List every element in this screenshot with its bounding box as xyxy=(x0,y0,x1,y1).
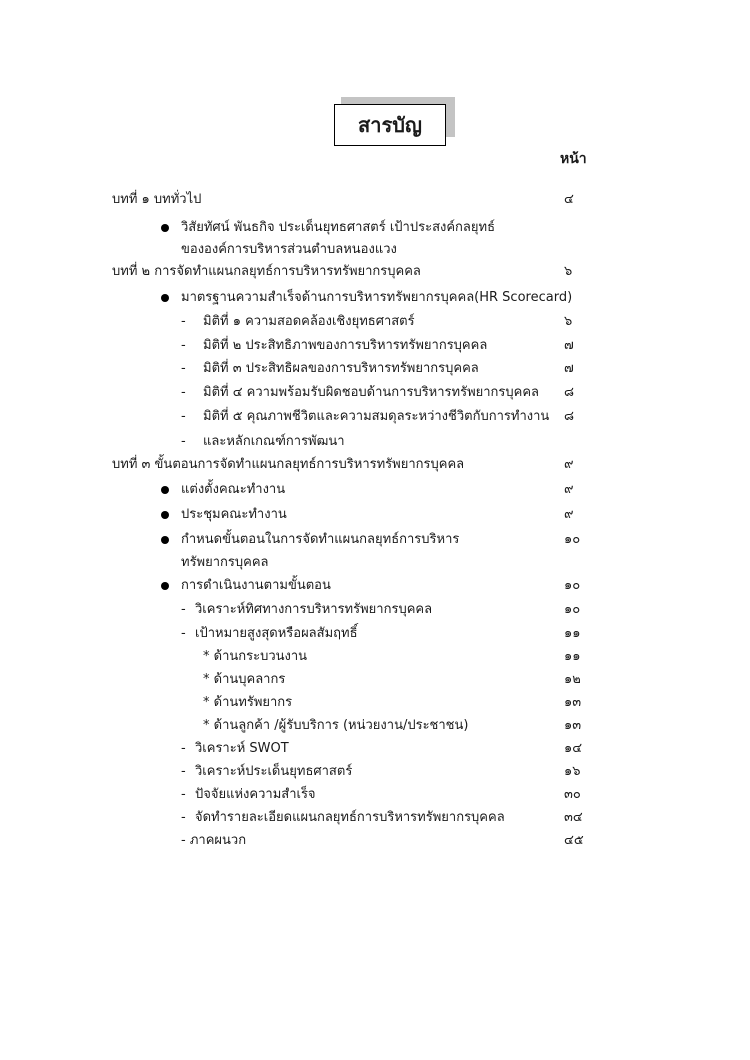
toc-subitem: มิติที่ ๒ ประสิทธิภาพของการบริหารทรัพยากรบุคคล xyxy=(203,338,488,353)
bullet-icon xyxy=(161,536,169,544)
dash-marker: - xyxy=(181,434,186,449)
toc-item-continuation: ขององค์การบริหารส่วนตำบลหนองแวง xyxy=(181,242,397,257)
dash-marker: - xyxy=(181,787,186,802)
toc-page-number: ๙ xyxy=(564,482,574,497)
dash-marker: - xyxy=(181,602,186,617)
toc-chapter-2: บทที่ ๒ การจัดทำแผนกลยุทธ์การบริหารทรัพยากรบุคคล xyxy=(112,264,421,279)
toc-subsubitem: * ด้านทรัพยากร xyxy=(203,695,293,710)
toc-page-number: ๘ xyxy=(564,385,575,400)
toc-page-number: ๙ xyxy=(564,457,574,472)
toc-subitem: วิเคราะห์ทิศทางการบริหารทรัพยากรบุคคล xyxy=(195,602,433,617)
toc-item-continuation: ทรัพยากรบุคคล xyxy=(181,555,269,570)
bullet-icon xyxy=(161,224,169,232)
toc-chapter-1: บทที่ ๑ บททั่วไป xyxy=(112,192,202,207)
toc-page-number: ๗ xyxy=(564,338,574,353)
toc-page-number: ๑๒ xyxy=(564,672,581,687)
page-title: สารบัญ xyxy=(334,104,446,146)
toc-page-number: ๙ xyxy=(564,507,574,522)
toc-item: การดำเนินงานตามขั้นตอน xyxy=(181,578,331,593)
toc-chapter-3: บทที่ ๓ ขั้นตอนการจัดทำแผนกลยุทธ์การบริหารทรัพยากรบุคคล xyxy=(112,457,465,472)
toc-subitem: มิติที่ ๑ ความสอดคล้องเชิงยุทธศาสตร์ xyxy=(203,314,415,329)
toc-page-number: ๑๑ xyxy=(564,649,581,664)
toc-subitem: จัดทำรายละเอียดแผนกลยุทธ์การบริหารทรัพยากรบุคคล xyxy=(195,810,505,825)
toc-page-number: ๑๖ xyxy=(564,764,581,779)
toc-subitem: เป้าหมายสูงสุดหรือผลสัมฤทธิ์ xyxy=(195,626,358,641)
toc-subitem: มิติที่ ๓ ประสิทธิผลของการบริหารทรัพยากรบุคคล xyxy=(203,361,479,376)
toc-subsubitem: * ด้านกระบวนงาน xyxy=(203,649,308,664)
dash-marker: - xyxy=(181,314,186,329)
toc-page-number: ๖ xyxy=(564,264,573,279)
toc-page-number: ๑๓ xyxy=(564,718,582,733)
toc-subsubitem: * ด้านลูกค้า /ผู้รับบริการ (หน่วยงาน/ประชาชน) xyxy=(203,718,469,733)
toc-page-number: ๓๔ xyxy=(564,810,583,825)
dash-marker: - xyxy=(181,338,186,353)
toc-subitem: ปัจจัยแห่งความสำเร็จ xyxy=(195,787,316,802)
dash-marker: - xyxy=(181,810,186,825)
dash-marker: - xyxy=(181,361,186,376)
toc-appendix: - ภาคผนวก xyxy=(181,833,247,848)
dash-marker: - xyxy=(181,741,186,756)
toc-page-number: ๓๐ xyxy=(564,787,581,802)
toc-page-number: ๑๐ xyxy=(564,578,581,593)
toc-item: แต่งตั้งคณะทำงาน xyxy=(181,482,286,497)
toc-page-number: ๗ xyxy=(564,361,574,376)
bullet-icon xyxy=(161,582,169,590)
bullet-icon xyxy=(161,486,169,494)
toc-subitem: วิเคราะห์ประเด็นยุทธศาสตร์ xyxy=(195,764,353,779)
toc-item: กำหนดขั้นตอนในการจัดทำแผนกลยุทธ์การบริหาร xyxy=(181,532,460,547)
page-column-header: หน้า xyxy=(560,151,587,167)
toc-subitem: และหลักเกณฑ์การพัฒนา xyxy=(203,434,345,449)
toc-item: มาตรฐานความสำเร็จด้านการบริหารทรัพยากรบุคคล(HR Scorecard) xyxy=(181,290,573,305)
dash-marker: - xyxy=(181,385,186,400)
dash-marker: - xyxy=(181,626,186,641)
toc-page-number: ๘ xyxy=(564,409,575,424)
toc-subitem: วิเคราะห์ SWOT xyxy=(195,741,289,756)
bullet-icon xyxy=(161,511,169,519)
bullet-icon xyxy=(161,294,169,302)
toc-page-number: ๑๐ xyxy=(564,602,581,617)
dash-marker: - xyxy=(181,409,186,424)
toc-item: วิสัยทัศน์ พันธกิจ ประเด็นยุทธศาสตร์ เป้าประสงค์กลยุทธ์ xyxy=(181,220,496,235)
toc-page-number: ๖ xyxy=(564,314,573,329)
toc-page-number: ๑๐ xyxy=(564,532,581,547)
toc-page-number: ๑๑ xyxy=(564,626,581,641)
toc-subsubitem: * ด้านบุคลากร xyxy=(203,672,286,687)
toc-page-number: ๑๓ xyxy=(564,695,582,710)
toc-subitem: มิติที่ ๕ คุณภาพชีวิตและความสมดุลระหว่างชีวิตกับการทำงาน xyxy=(203,409,550,424)
toc-item: ประชุมคณะทำงาน xyxy=(181,507,287,522)
toc-page-number: ๔๕ xyxy=(564,833,584,848)
dash-marker: - xyxy=(181,764,186,779)
toc-page-number: ๑๔ xyxy=(564,741,583,756)
toc-page-number: ๔ xyxy=(564,192,574,207)
toc-subitem: มิติที่ ๔ ความพร้อมรับผิดชอบด้านการบริหารทรัพยากรบุคคล xyxy=(203,385,540,400)
